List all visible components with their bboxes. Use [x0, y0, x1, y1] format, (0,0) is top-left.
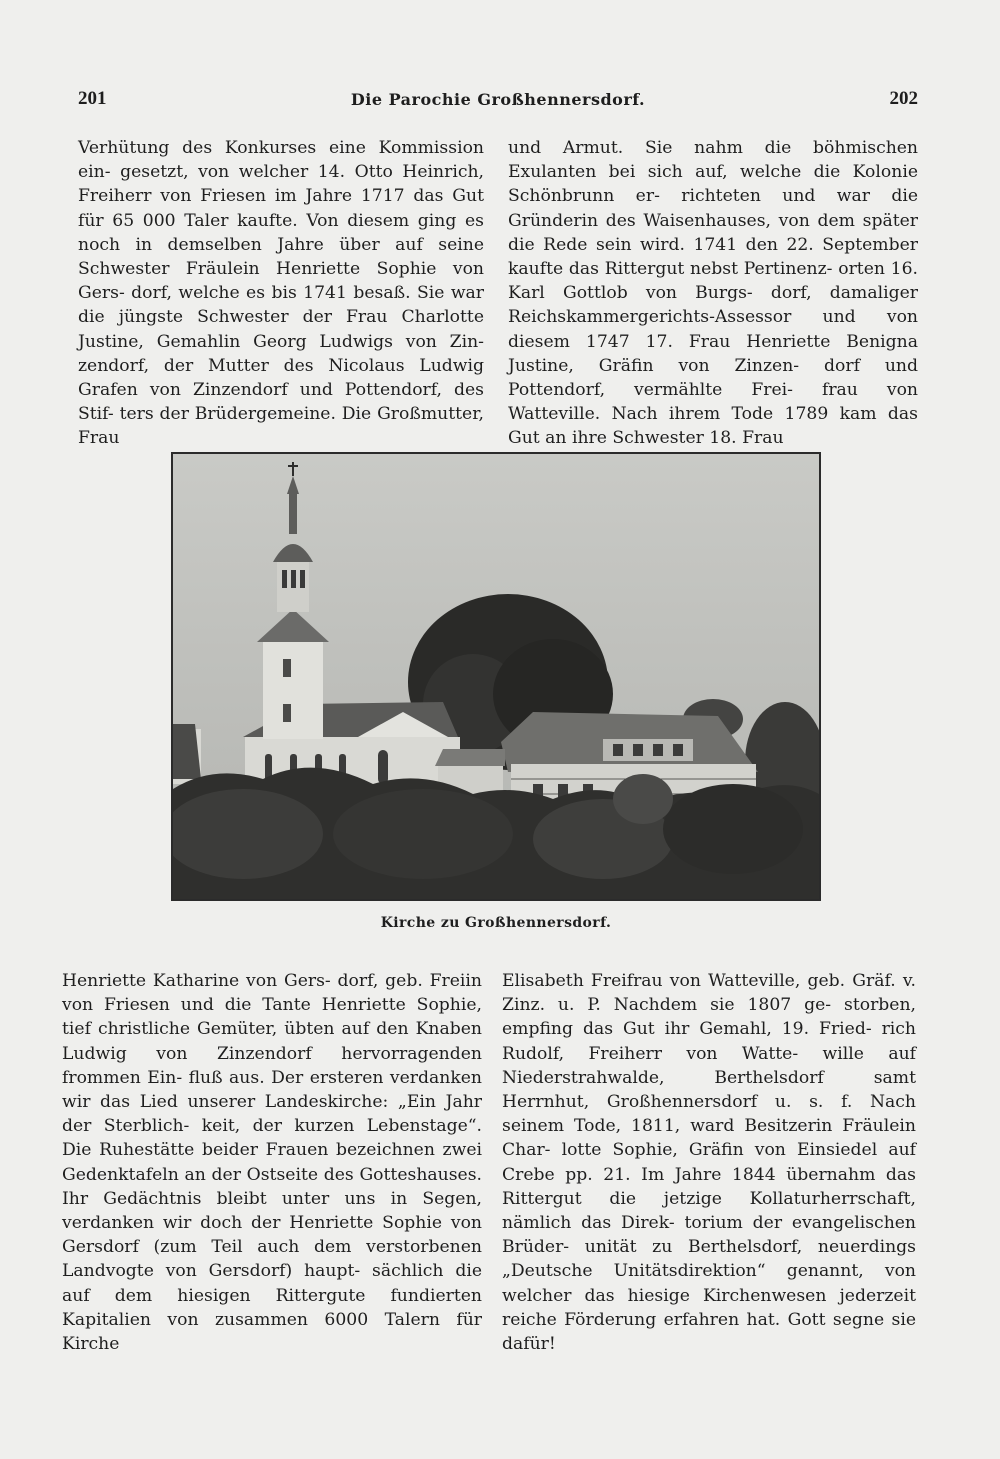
running-title: Die Parochie Großhennersdorf.	[350, 90, 646, 109]
page-number-left: 201	[78, 88, 107, 109]
figure-caption: Kirche zu Großhennersdorf.	[380, 915, 612, 931]
church-photo-illustration	[173, 454, 819, 899]
paragraph: und Armut. Sie nahm die böhmischen Exulanten bei sich auf, welche die Kolonie Schönbrunn er- richteten und war die Gründerin des Waisenhauses, von dem später die Rede sein wird. 1741 den 22. September kaufte das Rittergut nebst Pertinenz- orten 16. Karl Gottlob von Burgs- dorf, damaliger Reichskammergerichts-Assessor und von diesem 1747 17. Frau Henriette Benigna Justine, Gräfin von Zinzen- dorf und Pottendorf, vermählte Frei- frau von Watteville. Nach ihrem Tode 1789 kam das Gut an ihre Schwester 18. Frau	[508, 138, 918, 449]
running-header	[78, 88, 918, 118]
text-column-top-right	[508, 136, 918, 451]
text-column-bottom-left	[62, 969, 482, 1356]
text-column-top-left	[78, 136, 484, 451]
paragraph: Verhütung des Konkurses eine Kommission ein- gesetzt, von welcher 14. Otto Heinrich, Freiherr von Friesen im Jahre 1717 das Gut für 65 000 Taler kaufte. Von diesem ging es noch in demselben Jahre über auf seine Schwester Fräulein Henriette Sophie von Gers- dorf, welche es bis 1741 besaß. Sie war die jüngste Schwester der Frau Charlotte Justine, Gemahlin Georg Ludwigs von Zin- zendorf, der Mutter des Nicolaus Ludwig Grafen von Zinzendorf und Pottendorf, des Stif- ters der Brüdergemeine. Die Großmutter, Frau	[78, 138, 484, 449]
paragraph: Elisabeth Freifrau von Watteville, geb. Gräf. v. Zinz. u. P. Nachdem sie 1807 ge- storben, empfing das Gut ihr Gemahl, 19. Fried- rich Rudolf, Freiherr von Watte- wille auf Niederstrahwalde, Berthelsdorf samt Herrnhut, Großhennersdorf u. s. f. Nach seinem Tode, 1811, ward Besitzerin Fräulein Char- lotte Sophie, Gräfin von Einsiedel auf Crebe pp. 21. Im Jahre 1844 übernahm das Rittergut die jetzige Kollaturherrschaft, nämlich das Direk- torium der evangelischen Brüder- unität zu Berthelsdorf, neuerdings „Deutsche Unitätsdirektion“ genannt, von welcher das hiesige Kirchenwesen jederzeit reiche Förderung erfahren hat. Gott segne sie dafür!	[502, 971, 916, 1355]
paragraph: Henriette Katharine von Gers- dorf, geb. Freiin von Friesen und die Tante Henriette Sophie, tief christliche Gemüter, übten auf den Knaben Ludwig von Zinzendorf hervorragenden frommen Ein- fluß aus. Der ersteren verdanken wir das Lied unserer Landeskirche: „Ein Jahr der Sterblich- keit, der kurzen Lebenstage“. Die Ruhestätte beider Frauen bezeichnen zwei Gedenktafeln an der Ostseite des Gotteshauses. Ihr Gedächtnis bleibt unter uns in Segen, verdanken wir doch der Henriette Sophie von Gersdorf (zum Teil auch dem verstorbenen Landvogte von Gersdorf) haupt- sächlich die auf dem hiesigen Rittergute fundierten Kapitalien von zusammen 6000 Talern für Kirche	[62, 971, 482, 1355]
text-column-bottom-right	[502, 969, 916, 1356]
church-photograph	[171, 452, 821, 901]
page-number-right: 202	[889, 88, 918, 109]
